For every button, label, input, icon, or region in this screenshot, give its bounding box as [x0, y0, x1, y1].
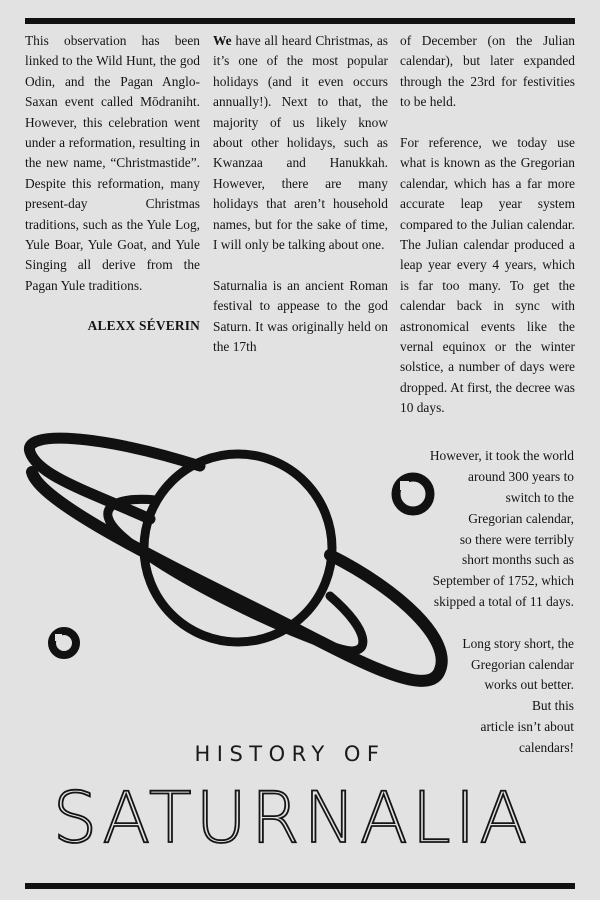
- column-3-paragraph-1: of December (on the Julian calendar), but later expanded through the 23rd for festivities to be held.: [400, 33, 575, 110]
- author-byline: ALEXX SÉVERIN: [87, 318, 200, 334]
- closing-line: Long story short, the: [462, 636, 574, 651]
- wrap-line: September of 1752, which: [432, 573, 574, 588]
- lead-word: We: [213, 33, 232, 48]
- wrap-line: so there were terribly: [459, 532, 574, 547]
- wrap-line: short months such as: [462, 552, 574, 567]
- moon-left-highlight: [55, 634, 62, 641]
- column-2-paragraph-2: Saturnalia is an ancient Roman festival to appease to the god Saturn. It was originally held on the 17th: [213, 277, 388, 355]
- title-kicker: HISTORY OF: [194, 742, 386, 766]
- closing-line: works out better.: [484, 677, 574, 692]
- inner-ring: [108, 499, 363, 651]
- column-1-paragraph: This observation has been linked to the Wild Hunt, the god Odin, and the Pagan Anglo-Saxan event called Mōdraniht. However, this celebration went under a reformation, resulting in the new name, “Christmastide”. Despite this reformation, many present-day Christmas traditions, such as the Yule Log, Yule Boar, Yule Goat, and Yule Singing all derive from the Pagan Yule traditions.: [25, 33, 200, 293]
- column-2-paragraph-1: [213, 31, 388, 255]
- closing-line: article isn’t about: [480, 719, 574, 734]
- wrap-line: around 300 years to: [468, 469, 574, 484]
- closing-line: But this: [531, 698, 574, 713]
- column-3-paragraph-2: For reference, we today use what is known as the Gregorian calendar, which has a far more accurate leap year system compared to the Julian calendar. The Julian calendar produced a leap year every 4 years, which is far too many. To get the calendar back in sync with astronomical events like the vernal equinox or the winter solstice, a number of days were dropped. At first, the decree was 10 days.: [400, 135, 575, 416]
- moon-left: [52, 631, 76, 655]
- outer-ring-front: [32, 472, 442, 681]
- article-column-1: [25, 31, 200, 337]
- wrap-line: switch to the: [505, 490, 574, 505]
- article-column-3: [400, 31, 575, 419]
- closing-line: calendars!: [518, 740, 574, 755]
- moon-right: [396, 477, 430, 511]
- bottom-rule: [25, 883, 575, 889]
- closing-line: Gregorian calendar: [471, 657, 574, 672]
- wrap-line: skipped a total of 11 days.: [433, 594, 574, 609]
- top-rule: [25, 18, 575, 24]
- moon-right-highlight: [400, 481, 409, 490]
- wrap-line: However, it took the world: [429, 448, 574, 463]
- outer-ring-back: [29, 438, 200, 519]
- planet-body: [144, 454, 332, 642]
- article-column-2: [213, 31, 388, 357]
- column-2-paragraph-1-text: have all heard Christmas, as it’s one of the most popular holidays (and it even occurs annually!). Next to that, the majority of us likely know about other holidays, such as Kwanzaa and Hanukkah. However, there are many holidays that aren’t household names, but for the sake of time, I will only be talking about one.: [213, 33, 388, 253]
- page-title: SATURNALIA: [52, 777, 532, 859]
- wrap-line: Gregorian calendar,: [468, 511, 574, 526]
